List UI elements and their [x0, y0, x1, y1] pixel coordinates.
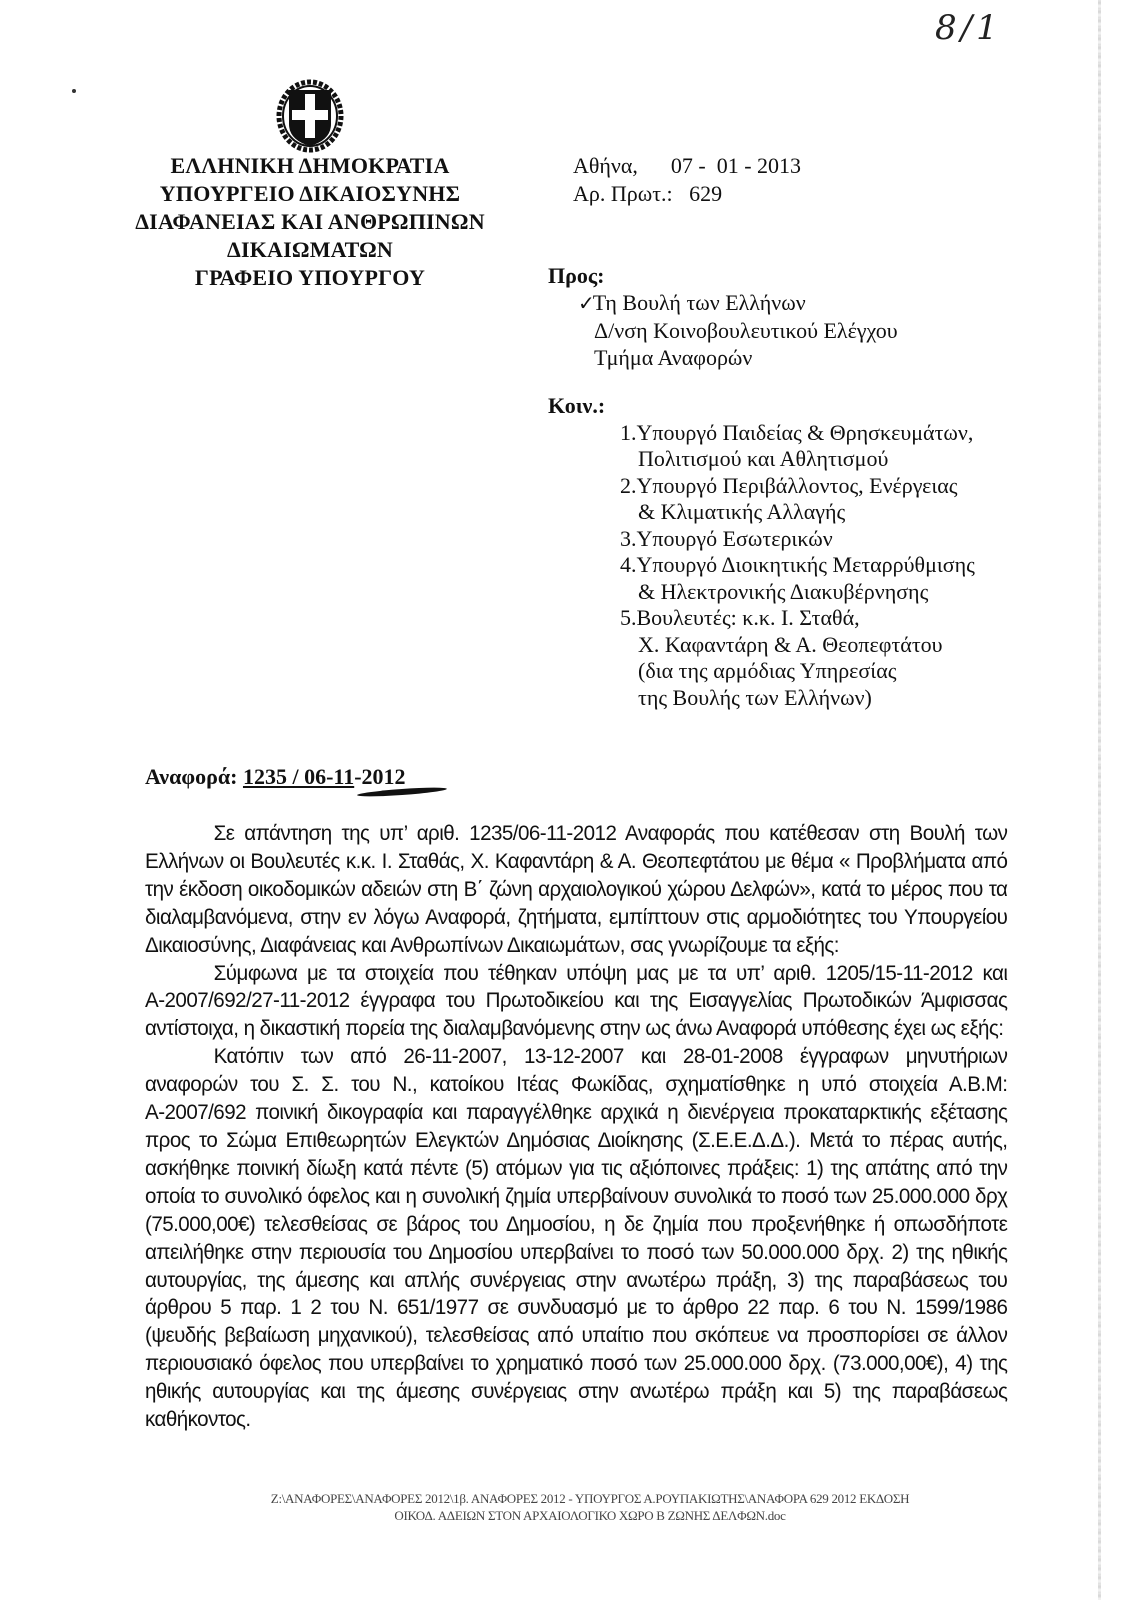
subject-reference-year: -2012 — [354, 764, 406, 789]
cc-item-continuation: της Βουλής των Ελλήνων) — [638, 684, 872, 710]
cc-item-continuation: & Κλιματικής Αλλαγής — [638, 499, 846, 524]
body-paragraph: Σύμφωνα με τα στοιχεία που τέθηκαν υπόψη μας με τα υπ’ αριθ. 1205/15-11-2012 και Α-2007/692/27-11-2012 έγγραφα του Πρωτοδικείου και της Εισαγγελίας Πρωτοδικών Άμφισσας αντίστοιχα, η δικαστική πορεία της διαλαμβανόμενης στην ως άνω Αναφορά υπόθεσης έχει ως εξής: — [145, 961, 1008, 1041]
cc-item: 1.Υπουργό Παιδείας & Θρησκευμάτων, — [620, 419, 974, 445]
check-mark-icon: ✓ — [578, 291, 595, 315]
cc-label: Κοιν.: — [548, 393, 606, 418]
place-date-row — [573, 152, 801, 180]
cc-item-continuation: Πολιτισμού και Αθλητισμού — [638, 446, 889, 471]
cc-item: 2.Υπουργό Περιβάλλοντος, Ενέργειας — [620, 472, 958, 498]
cc-item: 4.Υπουργό Διοικητικής Μεταρρύθμισης — [620, 552, 975, 577]
cc-item: 3.Υπουργό Εσωτερικών — [620, 525, 833, 551]
subject-label: Αναφορά: — [145, 764, 238, 789]
file-path-footer — [155, 1490, 1025, 1524]
protocol-row — [573, 180, 801, 208]
cc-item-continuation: (δια της αρμόδιας Υπηρεσίας — [638, 658, 897, 683]
recipient-line: Τμήμα Αναφορών — [594, 345, 753, 370]
letter-body — [145, 820, 1007, 1434]
issuer-line: ΓΡΑΦΕΙΟ ΥΠΟΥΡΓΟΥ — [194, 265, 426, 290]
issuer-line: ΔΙΑΦΑΝΕΙΑΣ ΚΑΙ ΑΝΘΡΩΠΙΝΩΝ — [135, 209, 485, 234]
protocol-number: 629 — [689, 181, 723, 206]
issuer-line: ΔΙΚΑΙΩΜΑΤΩΝ — [226, 237, 394, 262]
document-meta — [573, 152, 801, 208]
greek-coat-of-arms-icon — [275, 78, 345, 154]
body-paragraph: Σε απάντηση της υπ’ αριθ. 1235/06-11-2012 Αναφοράς που κατέθεσαν στη Βουλή των Ελλήνων οι Βουλευτές κ.κ. Ι. Σταθάς, Χ. Καφαντάρη & Α. Θεοπεφτάτου με θέμα « Προβλήματα από την έκδοση οικοδομικών αδειών στη Β΄ ζώνη αρχαιολογικού χώρου Δελφών», κατά το μέρος που τα διαλαμβανόμενα, στην εν λόγω Αναφορά, ζητήματα, εμπίπτουν στις αρμοδιότητες του Υπουργείου Δικαιοσύνης, Διαφάνειας και Ανθρωπίνων Δικαιωμάτων, σας γνωρίζουμε τα εξής: — [145, 822, 1008, 957]
protocol-label: Αρ. Πρωτ.: — [573, 181, 673, 206]
cc-item: 5.Βουλευτές: κ.κ. Ι. Σταθά, — [620, 605, 860, 630]
recipients-label: Προς: — [548, 263, 605, 288]
place-label: Αθήνα, — [573, 153, 638, 178]
cc-block — [548, 393, 975, 711]
cc-item-continuation: Χ. Καφαντάρη & Α. Θεοπεφτάτου — [638, 631, 943, 657]
subject-line — [145, 764, 406, 790]
handwritten-page-mark: 8/1 — [935, 8, 1002, 48]
footer-line: ΟΙΚΟΔ. ΑΔΕΙΩΝ ΣΤΟΝ ΑΡΧΑΙΟΛΟΓΙΚΟ ΧΩΡΟ Β ΖΩΝΗΣ ΔΕΛΦΩΝ.doc — [394, 1508, 786, 1523]
issuer-line: ΕΛΛΗΝΙΚΗ ΔΗΜΟΚΡΑΤΙΑ — [170, 153, 450, 178]
document-date: 07 - 01 - 2013 — [670, 153, 802, 178]
cc-item-continuation: & Ηλεκτρονικής Διακυβέρνησης — [638, 578, 929, 604]
recipients-block — [548, 262, 898, 371]
footer-line: Z:\ΑΝΑΦΟΡΕΣ\ΑΝΑΦΟΡΕΣ 2012\1β. ΑΝΑΦΟΡΕΣ 2012 - ΥΠΟΥΡΓΟΣ Α.ΡΟΥΠΑΚΙΩΤΗΣ\ΑΝΑΦΟΡΑ 629 2012 ΕΚΔΟΣΗ — [270, 1491, 910, 1506]
issuer-line: ΥΠΟΥΡΓΕΙΟ ΔΙΚΑΙΟΣΥΝΗΣ — [159, 181, 461, 206]
subject-reference-underlined: 1235 / 06-11 — [242, 764, 355, 789]
issuer-header — [130, 152, 490, 292]
body-paragraph: Κατόπιν των από 26-11-2007, 13-12-2007 και 28-01-2008 έγγραφων μηνυτήριων αναφορών του Σ. Σ. του Ν., κατοίκου Ιτέας Φωκίδας, σχηματίσθηκε η υπό στοιχεία Α.Β.Μ: Α-2007/692 ποινική δικογραφία και παραγγέλθηκε αρχικά η διενέργεια προκαταρκτικής εξέτασης προς το Σώμα Επιθεωρητών Ελεγκτών Δημόσιας Διοίκησης (Σ.Ε.Ε.Δ.Δ.). Μετά το πέρας αυτής, ασκήθηκε ποινική δίωξη κατά πέντε (5) ατόμων για τις αξιόποινες πράξεις: 1) της απάτης από την οποία το συνολικό όφελος και η συνολική ζημία υπερβαίνουν συνολικά το ποσό των 25.000.000 δρχ (75.000,00€) τελεσθείσας σε βάρος του Δημοσίου, η δε ζημία που προξενήθηκε ή οπωσδήποτε απειλήθηκε στην περιουσία του Δημοσίου υπερβαίνει το ποσό των 50.000.000 δρχ. 2) της ηθικής αυτουργίας, της άμεσης και απλής συνέργειας στην ανωτέρω πράξη, 3) της παραβάσεως του άρθρου 5 παρ. 1 2 του Ν. 651/1977 σε συνδυασμό με το άρθρο 22 παρ. 6 του Ν. 1599/1986 (ψευδής βεβαίωση μηχανικού), τελεσθείσας από υπαίτιο που σκόπευε να προσπορίσει σε άλλον περιουσιακό όφελος που υπερβαίνει το χρηματικό ποσό των 25.000.000 δρχ. (73.000,00€), 4) της ηθικής αυτουργίας και της άμεσης συνέργειας στην ανωτέρω πράξη και 5) της παραβάσεως καθήκοντος. — [145, 1045, 1008, 1432]
recipient-line: Δ/νση Κοινοβουλευτικού Ελέγχου — [594, 318, 898, 343]
recipient-line: ✓Τη Βουλή των Ελλήνων — [578, 290, 806, 315]
scan-edge-artifact — [1098, 0, 1101, 1600]
scan-speck — [72, 89, 76, 93]
